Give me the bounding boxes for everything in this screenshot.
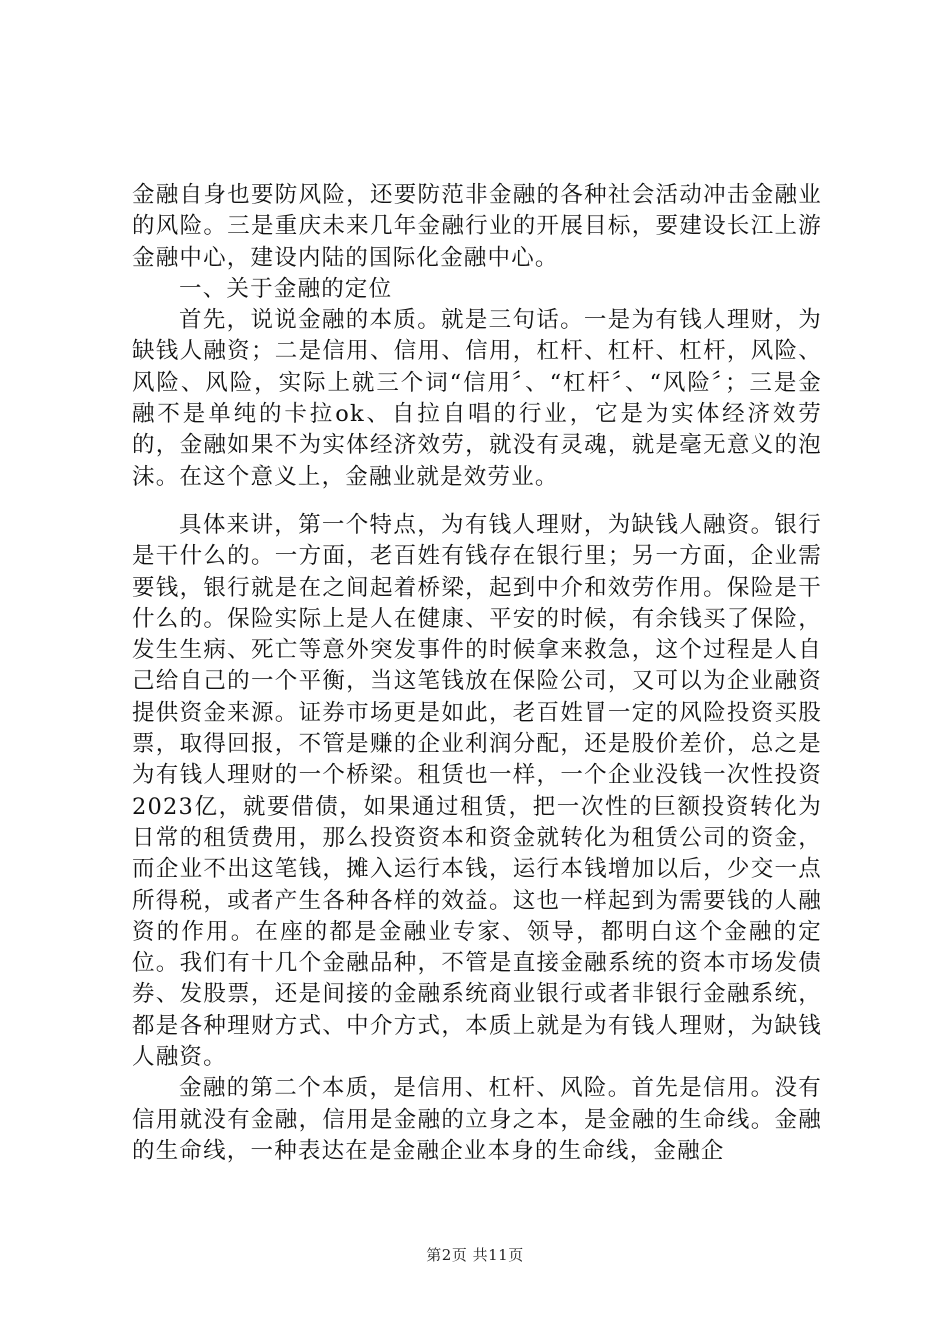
section-heading: 一、关于金融的定位	[179, 275, 393, 302]
page-number-footer: 第2页 共11页	[426, 1246, 524, 1264]
text-block-upper	[132, 180, 822, 493]
paragraph: 金融的第二个本质，是信用、杠杆、风险。首先是信用。没有信用就没有金融，信用是金融的立身之本，是金融的生命线。金融的生命线，一种表达在是金融企业本身的生命线，金融企	[132, 1075, 822, 1164]
paragraph: 具体来讲，第一个特点，为有钱人理财，为缺钱人融资。银行是干什么的。一方面，老百姓有钱存在银行里；另一方面，企业需要钱，银行就是在之间起着桥梁，起到中介和效劳作用。保险是干什么的。保险实际上是人在健康、平安的时候，有余钱买了保险，发生生病、死亡等意外突发事件的时候拿来救急，这个过程是人自己给自己的一个平衡，当这笔钱放在保险公司，又可以为企业融资提供资金来源。证券市场更是如此，老百姓冒一定的风险投资买股票，取得回报，不管是赚的企业利润分配，还是股价差价，总之是为有钱人理财的一个桥梁。租赁也一样，一个企业没钱一次性投资2023亿，就要借债，如果通过租赁，把一次性的巨额投资转化为日常的租赁费用，那么投资资本和资金就转化为租赁公司的资金，而企业不出这笔钱，摊入运行本钱，运行本钱增加以后，少交一点所得税，或者产生各种各样的效益。这也一样起到为需要钱的人融资的作用。在座的都是金融业专家、领导，都明白这个金融的定位。我们有十几个金融品种，不管是直接金融系统的资本市场发债券、发股票，还是间接的金融系统商业银行或者非银行金融系统，都是各种理财方式、中介方式，本质上就是为有钱人理财，为缺钱人融资。	[132, 512, 822, 1071]
text-block-lower	[132, 510, 822, 1167]
paragraph: 首先，说说金融的本质。就是三句话。一是为有钱人理财，为缺钱人融资；二是信用、信用、信用，杠杆、杠杆、杠杆，风险、风险、风险，实际上就三个词“信用〞、“杠杆〞、“风险〞；三是金融不是单纯的卡拉ok、自拉自唱的行业，它是为实体经济效劳的，金融如果不为实体经济效劳，就没有灵魂，就是毫无意义的泡沫。在这个意义上，金融业就是效劳业。	[132, 307, 822, 490]
paragraph: 金融自身也要防风险，还要防范非金融的各种社会活动冲击金融业的风险。三是重庆未来几年金融行业的开展目标，要建设长江上游金融中心，建设内陆的国际化金融中心。	[132, 182, 822, 271]
